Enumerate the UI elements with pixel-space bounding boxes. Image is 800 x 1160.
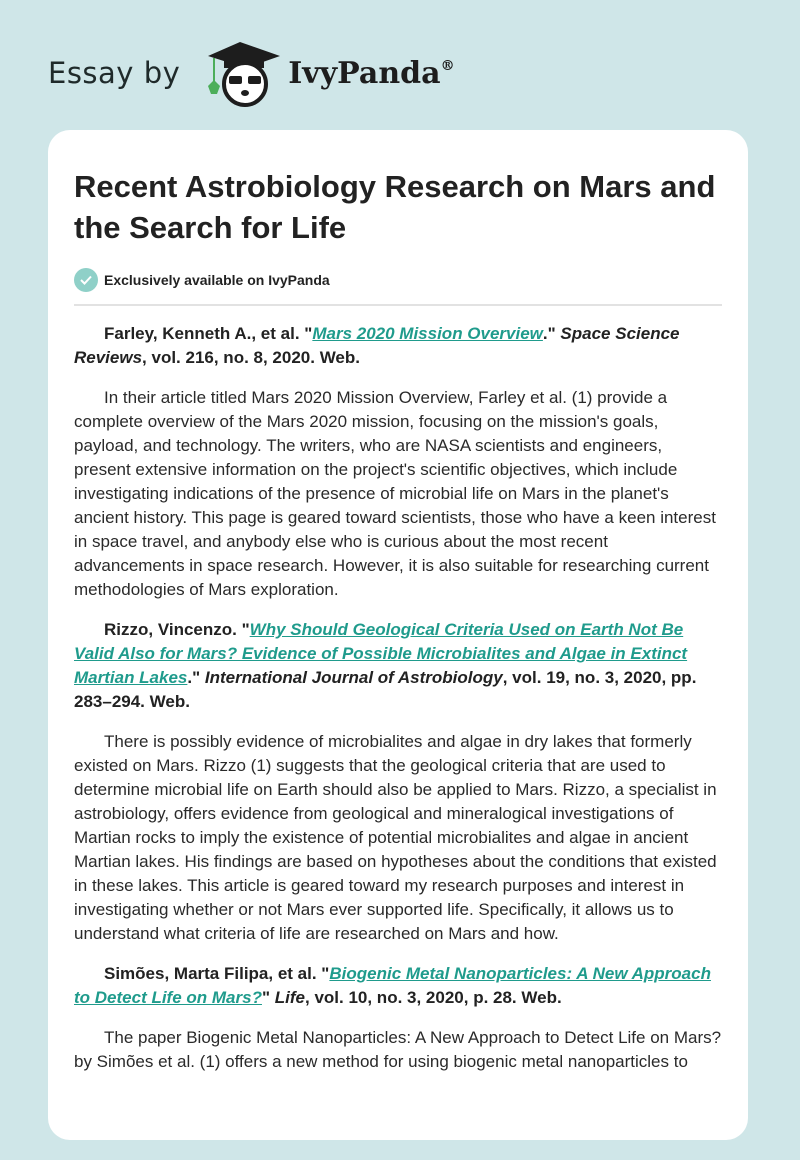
citation-punct: ." [542, 324, 561, 343]
summary-paragraph: In their article titled Mars 2020 Mission Overview, Farley et al. (1) provide a complete overview of the Mars 2020 mission, focusing on the mission's goals, payload, and technology. The writers, who are NASA scientists and engineers, present extensive information on the project's scientific objectives, which include investigating indications of the presence of microbial life on Mars in the planet's ancient history. This page is geared toward scientists, those who have a keen interest in space travel, and anybody else who is curious about the most recent advancements in space research. However, it is also suitable for researching current methodologies of Mars exploration. [74, 388, 716, 599]
citation [74, 962, 722, 1010]
site-header [48, 38, 455, 108]
panda-logo-icon[interactable] [198, 38, 284, 108]
essay-card [48, 130, 748, 1140]
registered-mark: ® [440, 57, 455, 74]
citation [74, 618, 722, 714]
exclusive-label: Exclusively available on IvyPanda [104, 272, 330, 288]
citation-journal: Space Science Reviews [74, 324, 680, 367]
brand-text: IvyPanda [288, 55, 441, 91]
citation-authors: Farley, Kenneth A., et al. " [104, 324, 313, 343]
citation-details: , vol. 10, no. 3, 2020, p. 28. Web. [305, 988, 562, 1007]
citation [74, 322, 722, 370]
citation-punct: " [261, 988, 275, 1007]
citation-journal: Life [274, 988, 305, 1007]
summary-paragraph: The paper Biogenic Metal Nanoparticles: A New Approach to Detect Life on Mars? by Simões et al. (1) offers a new method for using biogenic metal nanoparticles to [74, 1028, 722, 1071]
citation-details: , vol. 19, no. 3, 2020, pp. 283–294. Web. [74, 668, 697, 711]
citation-authors: Simões, Marta Filipa, et al. " [104, 964, 330, 983]
citation-link[interactable]: Mars 2020 Mission Overview [312, 324, 543, 343]
divider [74, 304, 722, 306]
page-title: Recent Astrobiology Research on Mars and the Search for Life [74, 169, 716, 245]
citation-details: , vol. 216, no. 8, 2020. Web. [142, 348, 360, 367]
citation-journal: International Journal of Astrobiology [204, 668, 503, 687]
brand-name[interactable] [288, 56, 454, 91]
citation-punct: ." [187, 668, 205, 687]
essay-by-label: Essay by [48, 56, 181, 90]
citation-authors: Rizzo, Vincenzo. " [104, 620, 250, 639]
check-icon [74, 268, 98, 292]
citation-link[interactable]: Why Should Geological Criteria Used on Earth Not Be Valid Also for Mars? Evidence of Possible Microbialites and Algae in Extinct Martian Lakes [74, 620, 688, 687]
summary-paragraph: There is possibly evidence of microbialites and algae in dry lakes that formerly existed on Mars. Rizzo (1) suggests that the geological criteria that are used to determine microbial life on Earth should also be applied to Mars. Rizzo, a specialist in astrobiology, offers evidence from geological and mineralogical investigations of Martian rocks to imply the existence of potential microbialites and algae in ancient Martian lakes. His findings are based on hypotheses about the conditions that existed in these lakes. This article is geared toward my research purposes and interest in investigating whether or not Mars ever supported life. Specifically, it allows us to understand what criteria of life are researched on Mars and how. [74, 732, 717, 943]
citation-link[interactable]: Biogenic Metal Nanoparticles: A New Approach to Detect Life on Mars? [74, 964, 711, 1007]
exclusive-badge [74, 268, 722, 292]
